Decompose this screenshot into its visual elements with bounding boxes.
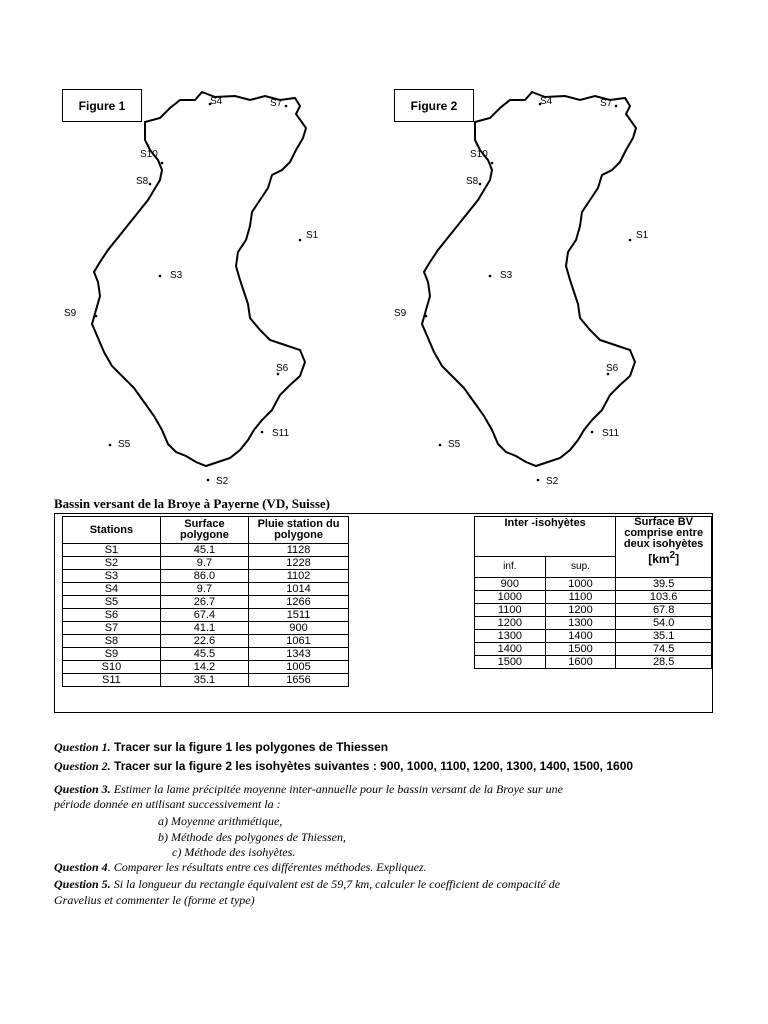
- station-point-s10: [161, 162, 164, 165]
- station-point-s7: [615, 105, 618, 108]
- table-cell: 1228: [249, 557, 349, 570]
- station-label-s7: S7: [270, 98, 283, 109]
- table-cell: S11: [63, 674, 161, 687]
- table-cell: 74.5: [616, 643, 712, 656]
- table-row: [475, 617, 712, 630]
- table-row: [63, 544, 349, 557]
- question-1: Question 1. Tracer sur la figure 1 les polygones de Thiessen: [54, 740, 389, 754]
- table-cell: 1100: [545, 591, 616, 604]
- col-inter-isohyetes: Inter -isohyètes: [475, 517, 616, 557]
- station-label-s7: S7: [600, 98, 613, 109]
- table-cell: 1511: [249, 609, 349, 622]
- table-cell: 1200: [475, 617, 546, 630]
- station-point-s8: [479, 183, 482, 186]
- table-cell: S10: [63, 661, 161, 674]
- table-cell: 9.7: [160, 583, 248, 596]
- table-row: [475, 604, 712, 617]
- station-label-s3: S3: [170, 270, 183, 281]
- unit-label: $[km^2]$: [648, 550, 680, 566]
- station-point-s5: [439, 444, 442, 447]
- table-cell: 26.7: [160, 596, 248, 609]
- station-point-s10: [491, 162, 494, 165]
- table-cell: 1400: [475, 643, 546, 656]
- table-cell: 103.6: [616, 591, 712, 604]
- figure-1-label: Figure 1: [62, 89, 142, 122]
- table-cell: 86.0: [160, 570, 248, 583]
- table-cell: 9.7: [160, 557, 248, 570]
- station-point-s9: [95, 315, 98, 318]
- table-row: [475, 591, 712, 604]
- table-cell: S4: [63, 583, 161, 596]
- col-stations: Stations: [63, 517, 161, 544]
- table-cell: 900: [249, 622, 349, 635]
- station-point-s1: [629, 239, 632, 242]
- table-cell: S9: [63, 648, 161, 661]
- station-label-s1: S1: [306, 230, 319, 241]
- station-label-s8: S8: [466, 176, 479, 187]
- col-inf: inf.: [475, 557, 546, 578]
- question-5: Question 5. Si la longueur du rectangle équivalent est de 59,7 km, calculer le coefficient de compacité de: [54, 877, 561, 891]
- col-sup: sup.: [545, 557, 616, 578]
- station-point-s8: [149, 183, 152, 186]
- table-cell: 1600: [545, 656, 616, 669]
- table-cell: 1000: [475, 591, 546, 604]
- table-cell: S5: [63, 596, 161, 609]
- station-point-s1: [299, 239, 302, 242]
- table-cell: 54.0: [616, 617, 712, 630]
- table-cell: 45.5: [160, 648, 248, 661]
- table-cell: 1005: [249, 661, 349, 674]
- station-label-s3: S3: [500, 270, 513, 281]
- col-pluie: Pluie station du polygone: [249, 517, 349, 544]
- col-surface-bv: [616, 517, 712, 578]
- question-3-b: b) Méthode des polygones de Thiessen,: [158, 830, 346, 844]
- table-cell: S3: [63, 570, 161, 583]
- station-label-s11: S11: [602, 428, 620, 439]
- table-row: [63, 674, 349, 687]
- table-row: [475, 656, 712, 669]
- station-label-s9: S9: [64, 308, 77, 319]
- table-cell: S6: [63, 609, 161, 622]
- station-point-s11: [591, 431, 594, 434]
- table-cell: 1300: [545, 617, 616, 630]
- table-cell: 1656: [249, 674, 349, 687]
- table-row: [63, 622, 349, 635]
- station-point-s9: [425, 315, 428, 318]
- question-3-line-2: période donnée en utilisant successivement la :: [54, 797, 281, 811]
- question-3-c: c) Méthode des isohyètes.: [172, 845, 296, 859]
- table-cell: 35.1: [616, 630, 712, 643]
- table-row: [475, 630, 712, 643]
- table-row: [63, 661, 349, 674]
- table-cell: 14.2: [160, 661, 248, 674]
- station-label-s11: S11: [272, 428, 290, 439]
- station-point-s5: [109, 444, 112, 447]
- question-4: Question 4. Comparer les résultats entre ces différentes méthodes. Expliquez.: [54, 860, 427, 874]
- table-cell: 1014: [249, 583, 349, 596]
- table-cell: S2: [63, 557, 161, 570]
- station-label-s1: S1: [636, 230, 649, 241]
- question-5-line-2: Gravelius et commenter le (forme et type): [54, 893, 255, 907]
- table-cell: 1200: [545, 604, 616, 617]
- table-row: [63, 609, 349, 622]
- table-row: [63, 648, 349, 661]
- col-surface: Surface polygone: [160, 517, 248, 544]
- station-point-s7: [285, 105, 288, 108]
- station-point-s3: [159, 275, 162, 278]
- question-2: Question 2. Tracer sur la figure 2 les isohyètes suivantes : 900, 1000, 1100, 1200, 1300, 1400, 1500, 1600: [54, 759, 634, 773]
- station-label-s6: S6: [606, 363, 619, 374]
- table-row: [63, 557, 349, 570]
- table-cell: 1500: [475, 656, 546, 669]
- table-cell: S7: [63, 622, 161, 635]
- table-cell: S1: [63, 544, 161, 557]
- table-row: [475, 643, 712, 656]
- surface-bv-label: Surface BV comprise entre deux isohyètes: [623, 516, 704, 550]
- broye-basin-outline-2: [422, 92, 636, 466]
- table-cell: 1343: [249, 648, 349, 661]
- station-label-s5: S5: [118, 439, 131, 450]
- station-label-s9: S9: [394, 308, 407, 319]
- station-point-s2: [207, 479, 210, 482]
- table-cell: 1128: [249, 544, 349, 557]
- table-cell: 1266: [249, 596, 349, 609]
- table-cell: 41.1: [160, 622, 248, 635]
- station-label-s2: S2: [216, 476, 229, 487]
- table-row: [475, 578, 712, 591]
- isohyet-table: [474, 516, 712, 669]
- table-cell: 45.1: [160, 544, 248, 557]
- table-cell: 1102: [249, 570, 349, 583]
- table-cell: S8: [63, 635, 161, 648]
- table-cell: 28.5: [616, 656, 712, 669]
- station-label-s10: S10: [140, 149, 158, 160]
- table-row: [63, 570, 349, 583]
- table-row: [63, 583, 349, 596]
- station-label-s6: S6: [276, 363, 289, 374]
- page-title: Bassin versant de la Broye à Payerne (VD, Suisse): [54, 496, 331, 511]
- station-point-s11: [261, 431, 264, 434]
- station-label-s2: S2: [546, 476, 559, 487]
- table-cell: 1500: [545, 643, 616, 656]
- station-point-s2: [537, 479, 540, 482]
- question-3-a: a) Moyenne arithmétique,: [158, 814, 283, 828]
- table-cell: 67.8: [616, 604, 712, 617]
- table-cell: 900: [475, 578, 546, 591]
- station-label-s5: S5: [448, 439, 461, 450]
- stations-table: [62, 516, 349, 687]
- table-cell: 39.5: [616, 578, 712, 591]
- table-cell: 1100: [475, 604, 546, 617]
- table-row: [63, 596, 349, 609]
- station-label-s4: S4: [540, 96, 553, 107]
- station-label-s10: S10: [470, 149, 488, 160]
- table-cell: 35.1: [160, 674, 248, 687]
- table-row: [63, 635, 349, 648]
- table-cell: 22.6: [160, 635, 248, 648]
- table-cell: 1400: [545, 630, 616, 643]
- table-cell: 67.4: [160, 609, 248, 622]
- question-3: Question 3. Estimer la lame précipitée moyenne inter-annuelle pour le bassin versant de la Broye sur une: [54, 782, 563, 796]
- table-cell: 1000: [545, 578, 616, 591]
- station-label-s4: S4: [210, 96, 223, 107]
- station-label-s8: S8: [136, 176, 149, 187]
- table-cell: 1061: [249, 635, 349, 648]
- broye-basin-outline-1: [92, 92, 306, 466]
- figure-2-label: Figure 2: [394, 89, 474, 122]
- figure-1-map: [0, 0, 768, 500]
- station-point-s3: [489, 275, 492, 278]
- table-cell: 1300: [475, 630, 546, 643]
